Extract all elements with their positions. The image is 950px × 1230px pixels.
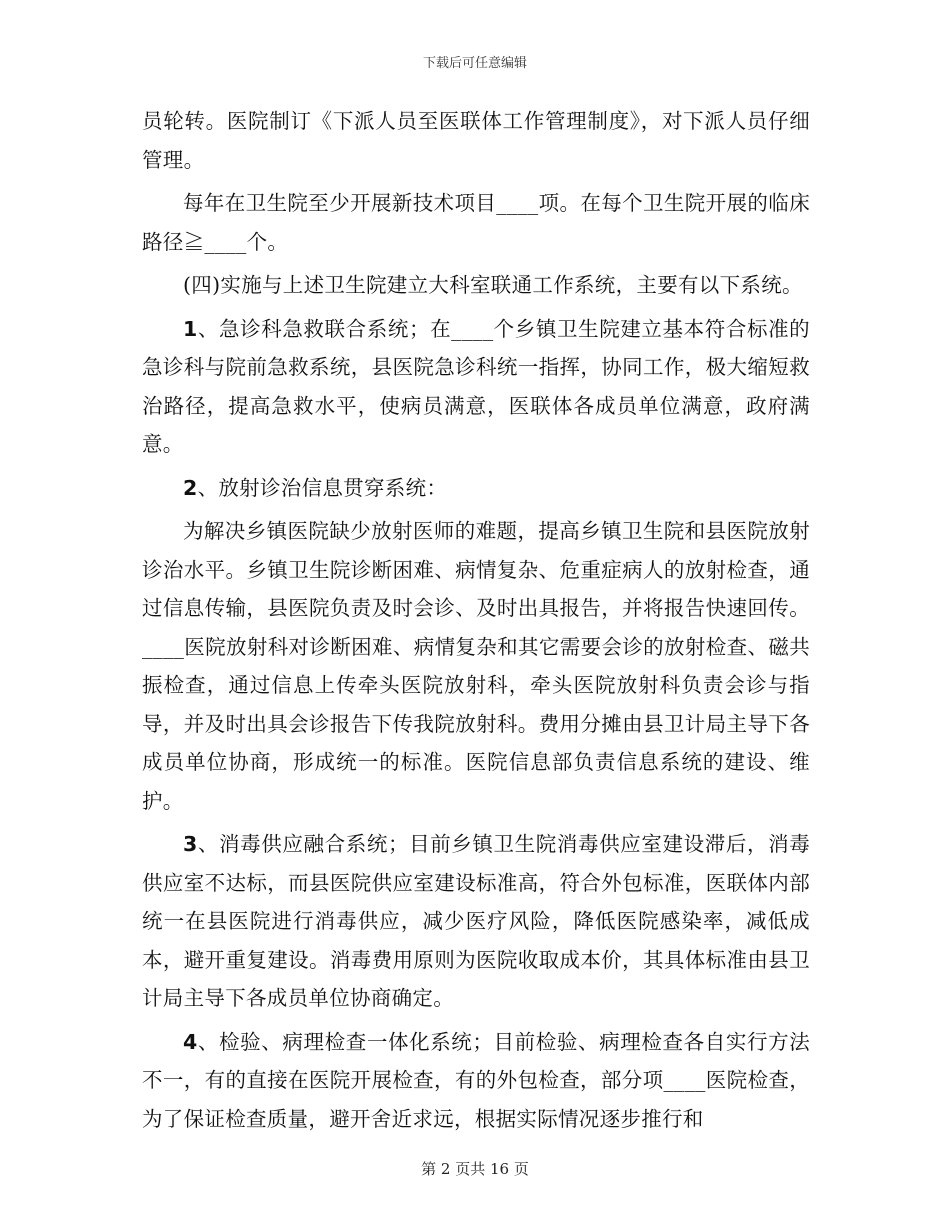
page-header: 下载后可任意编辑 — [422, 56, 527, 71]
paragraph-text: 、检验、病理检查一体化系统；目前检验、病理检查各自实行方法不一，有的直接在医院开展检查，有的外包检查，部分项____医院检查，为了保证检查质量，避开舍近求远，根据实际情况逐步推行和 — [142, 1029, 810, 1131]
paragraph-item-3-disinfection — [142, 825, 810, 1018]
paragraph-text: 员轮转。医院制订《下派人员至医联体工作管理制度》，对下派人员仔细管理。 — [142, 109, 810, 172]
paragraph-item-1-emergency — [142, 310, 810, 464]
paragraph-text: 、消毒供应融合系统；目前乡镇卫生院消毒供应室建设滞后，消毒供应室不达标，而县医院供应室建设标准高，符合外包标准，医联体内部统一在县医院进行消毒供应，减少医疗风险，降低医院感染率，减低成本，避开重复建设。消毒费用原则为医院收取成本价，其具体标准由县卫计局主导下各成员单位协商确定。 — [142, 832, 810, 1010]
item-number: 1 — [183, 316, 198, 341]
paragraph-text: 为解决乡镇医院缺少放射医师的难题，提高乡镇卫生院和县医院放射诊治水平。乡镇卫生院诊断困难、病情复杂、危重症病人的放射检查，通过信息传输，县医院负责及时会诊、及时出具报告，并将报告快速回传。____医院放射科对诊断困难、病情复杂和其它需要会诊的放射检查、磁共振检查，通过信息上传牵头医院放射科，牵头医院放射科负责会诊与指导，并及时出具会诊报告下传我院放射科。费用分摊由县卫计局主导下各成员单位协商，形成统一的标准。医院信息部负责信息系统的建设、维护。 — [142, 519, 810, 813]
paragraph-text: (四)实施与上述卫生院建立大科室联通工作系统，主要有以下系统。 — [183, 273, 803, 297]
paragraph-text: 每年在卫生院至少开展新技术项目____项。在每个卫生院开展的临床路径≧____个。 — [142, 191, 810, 254]
paragraph-section-four — [142, 266, 810, 305]
document-body — [142, 102, 810, 1143]
paragraph-item-4-lab-pathology — [142, 1023, 810, 1139]
paragraph-text: 、急诊科急救联合系统；在____个乡镇卫生院建立基本符合标准的急诊科与院前急救系统，县医院急诊科统一指挥，协同工作，极大缩短救治路径，提高急救水平，使病员满意，医联体各成员单位满意，政府满意。 — [142, 316, 810, 456]
item-number: 4 — [183, 1029, 198, 1054]
paragraph-text: 、放射诊治信息贯穿系统： — [197, 475, 448, 500]
item-number: 2 — [183, 475, 198, 500]
paragraph-new-technology — [142, 184, 810, 261]
paragraph-staff-rotation — [142, 102, 810, 179]
paragraph-item-2-radiology — [142, 469, 810, 508]
page-footer: 第 2 页共 16 页 — [421, 1160, 529, 1178]
paragraph-radiology-detail — [142, 512, 810, 820]
item-number: 3 — [183, 832, 198, 856]
